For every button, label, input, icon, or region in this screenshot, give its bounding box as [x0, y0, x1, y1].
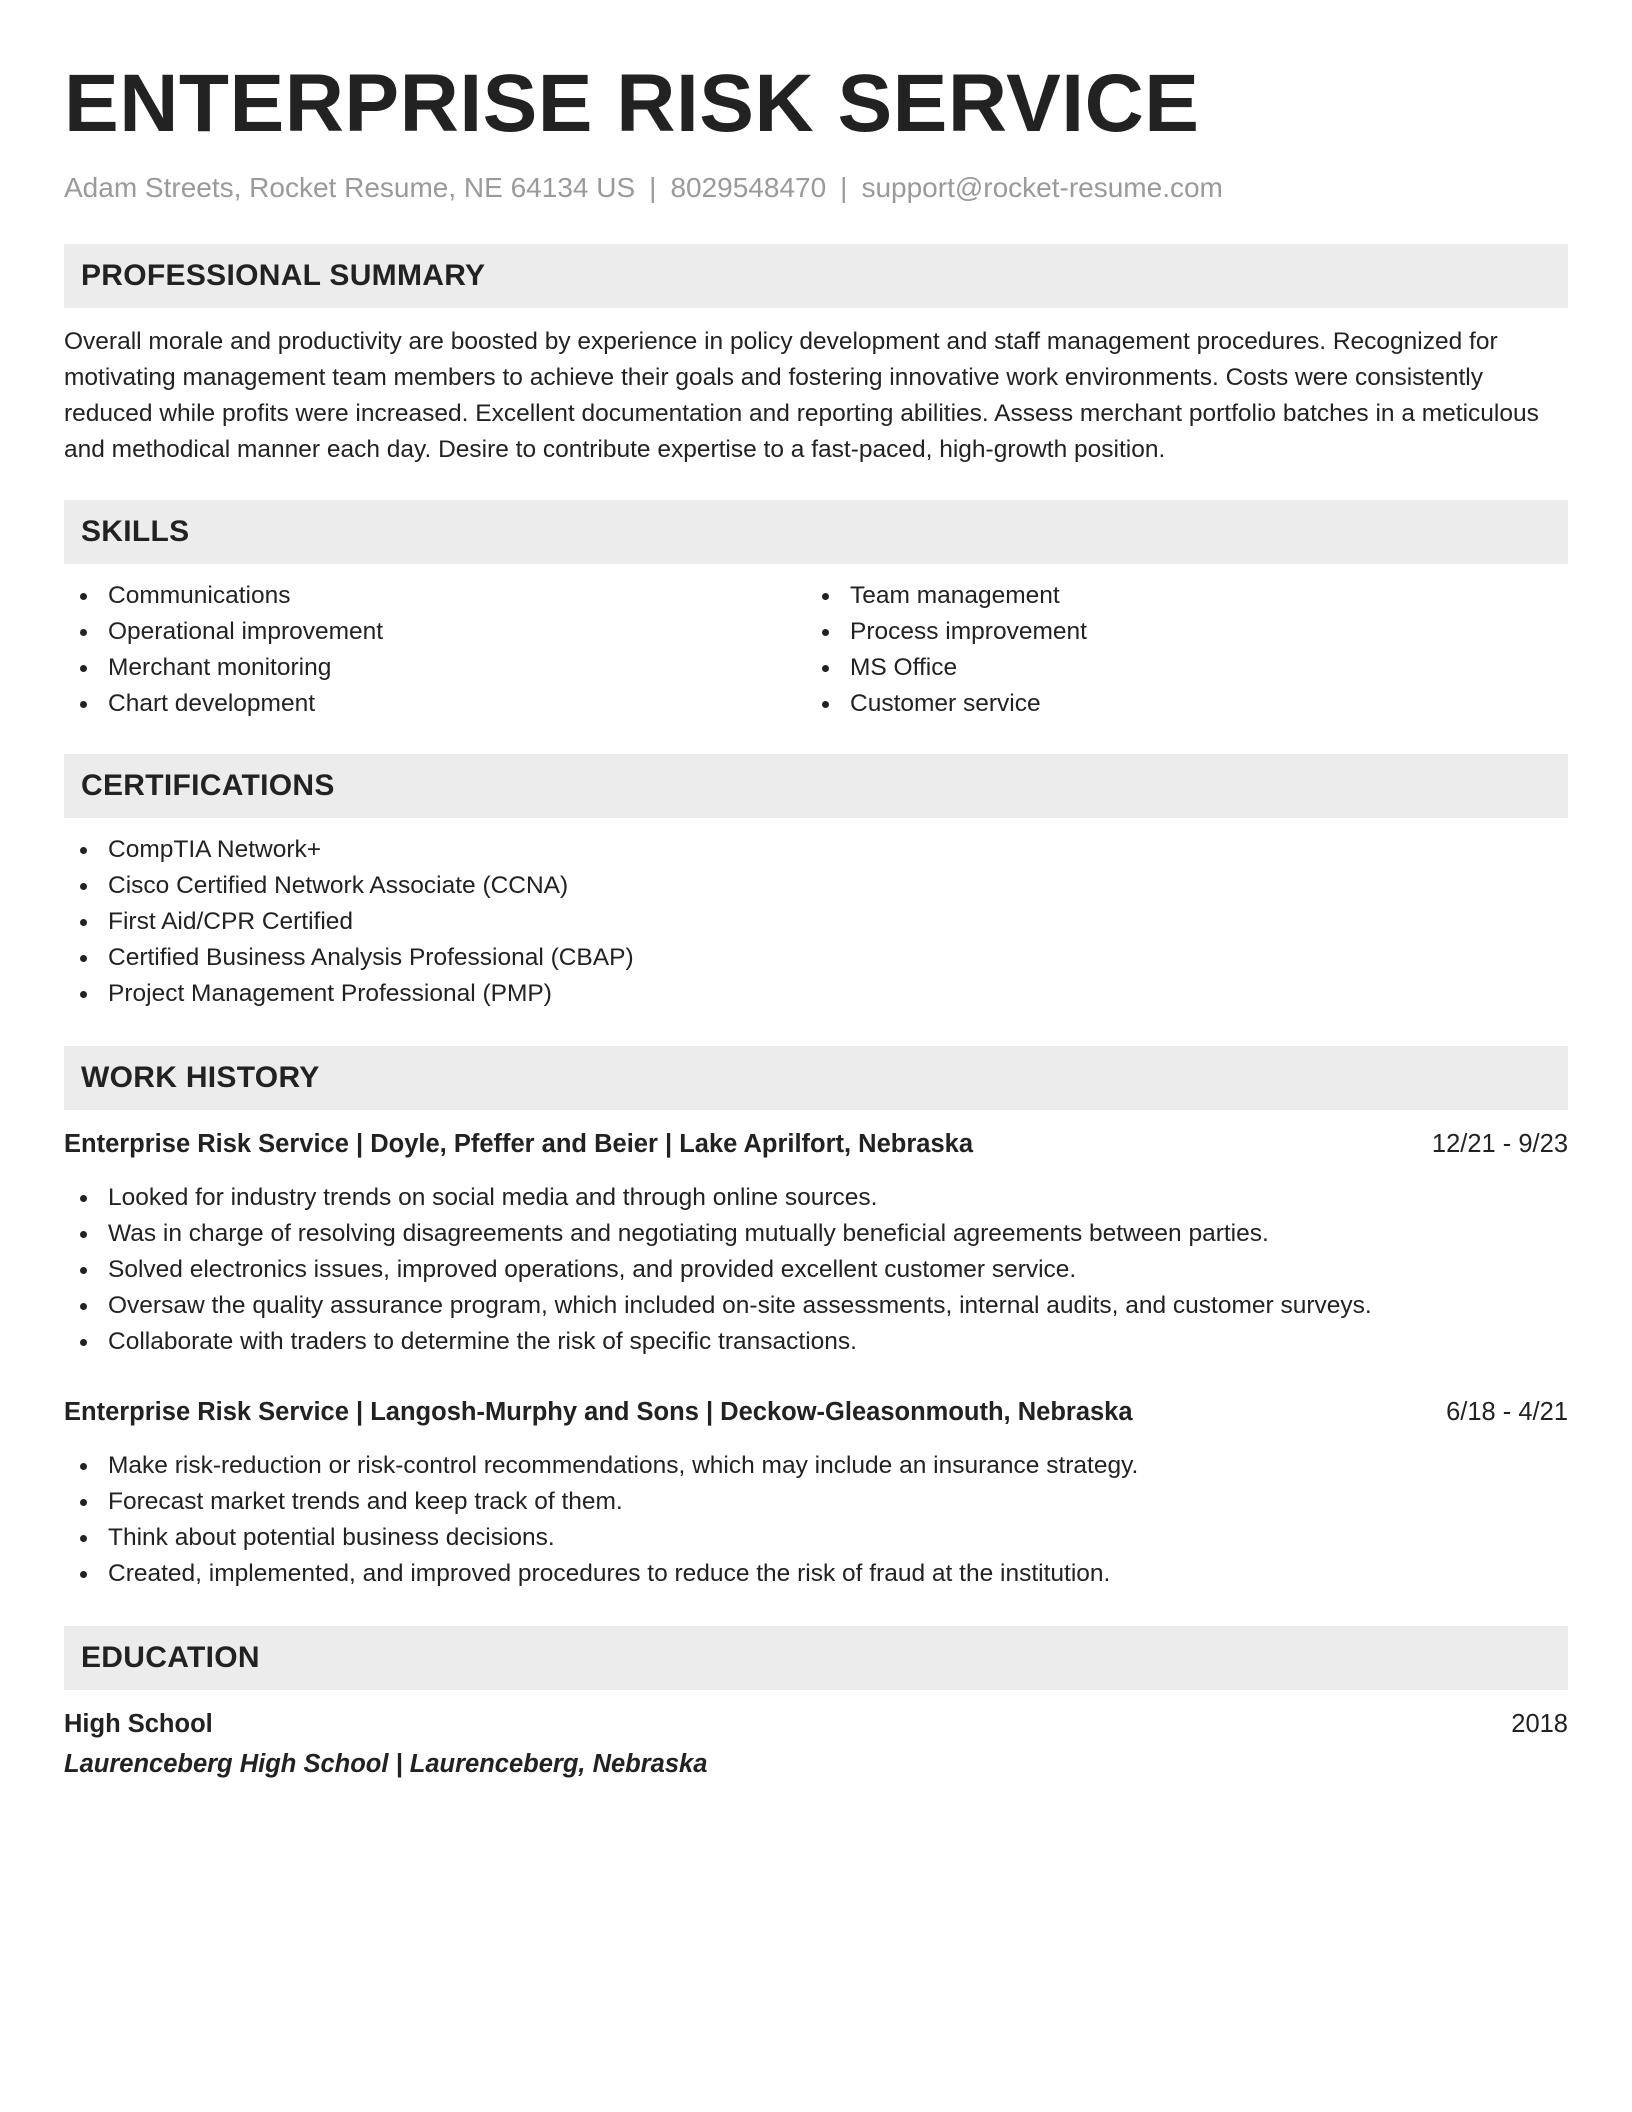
skills-list-right [806, 578, 1548, 722]
summary-text: Overall morale and productivity are boosted by experience in policy development and staff management procedures. Recognized for motivating management team members to achieve their goals and fostering innovative work environments. Costs were consistently reduced while profits were increased. Excellent documentation and reporting abilities. Assess merchant portfolio batches in a meticulous and methodical manner each day. Desire to contribute expertise to a fast-paced, high-growth position. [64, 328, 1539, 463]
job-bullet: Forecast market trends and keep track of them. [64, 1484, 1568, 1520]
skill-item: Customer service [806, 686, 1548, 722]
skill-item: Communications [64, 578, 806, 614]
education-header [64, 1706, 1568, 1742]
skills-heading: SKILLS [64, 500, 1568, 564]
job-entry [64, 1394, 1568, 1592]
contact-separator: | [840, 172, 848, 203]
contact-separator: | [649, 172, 657, 203]
job-bullets [64, 1448, 1568, 1592]
job-title: Enterprise Risk Service | Doyle, Pfeffer and Beier | Lake Aprilfort, Nebraska [64, 1130, 974, 1158]
skill-item: Team management [806, 578, 1548, 614]
job-bullet: Collaborate with traders to determine the risk of specific transactions. [64, 1324, 1568, 1360]
education-degree: High School [64, 1710, 213, 1738]
certification-item: Cisco Certified Network Associate (CCNA) [64, 868, 1568, 904]
education-year: 2018 [1511, 1710, 1568, 1738]
job-bullet: Solved electronics issues, improved operations, and provided excellent customer service. [64, 1252, 1568, 1288]
contact-email: support@rocket-resume.com [861, 172, 1223, 203]
job-bullet: Was in charge of resolving disagreements and negotiating mutually beneficial agreements between parties. [64, 1216, 1568, 1252]
job-bullet: Think about potential business decisions. [64, 1520, 1568, 1556]
skill-item: MS Office [806, 650, 1548, 686]
job-header [64, 1394, 1568, 1430]
job-bullet: Looked for industry trends on social media and through online sources. [64, 1180, 1568, 1216]
certifications-heading: CERTIFICATIONS [64, 754, 1568, 818]
job-dates: 6/18 - 4/21 [1446, 1398, 1568, 1426]
contact-address: Adam Streets, Rocket Resume, NE 64134 US [64, 172, 636, 203]
contact-phone: 8029548470 [670, 172, 827, 203]
education-heading: EDUCATION [64, 1626, 1568, 1690]
skill-item: Chart development [64, 686, 806, 722]
job-bullet: Make risk-reduction or risk-control recommendations, which may include an insurance strategy. [64, 1448, 1568, 1484]
contact-line [64, 170, 1568, 206]
work-history-heading: WORK HISTORY [64, 1046, 1568, 1110]
job-dates: 12/21 - 9/23 [1431, 1130, 1568, 1158]
summary-heading: PROFESSIONAL SUMMARY [64, 244, 1568, 308]
skill-item: Operational improvement [64, 614, 806, 650]
job-entry [64, 1126, 1568, 1360]
job-bullet: Oversaw the quality assurance program, which included on-site assessments, internal audits, and customer surveys. [64, 1288, 1568, 1324]
job-title: Enterprise Risk Service | Langosh-Murphy and Sons | Deckow-Gleasonmouth, Nebraska [64, 1398, 1133, 1426]
skills-list-left [64, 578, 806, 722]
certification-item: First Aid/CPR Certified [64, 904, 1568, 940]
certification-item: Certified Business Analysis Professional (CBAP) [64, 940, 1568, 976]
skill-item: Merchant monitoring [64, 650, 806, 686]
skill-item: Process improvement [806, 614, 1548, 650]
certifications-list [64, 832, 1568, 1012]
job-bullet: Created, implemented, and improved procedures to reduce the risk of fraud at the institution. [64, 1556, 1568, 1592]
certification-item: CompTIA Network+ [64, 832, 1568, 868]
skills-grid [64, 578, 1568, 722]
job-header [64, 1126, 1568, 1162]
education-school: Laurenceberg High School | Laurenceberg, Nebraska [64, 1750, 708, 1778]
certification-item: Project Management Professional (PMP) [64, 976, 1568, 1012]
resume-name: ENTERPRISE RISK SERVICE [64, 58, 1200, 149]
job-bullets [64, 1180, 1568, 1360]
